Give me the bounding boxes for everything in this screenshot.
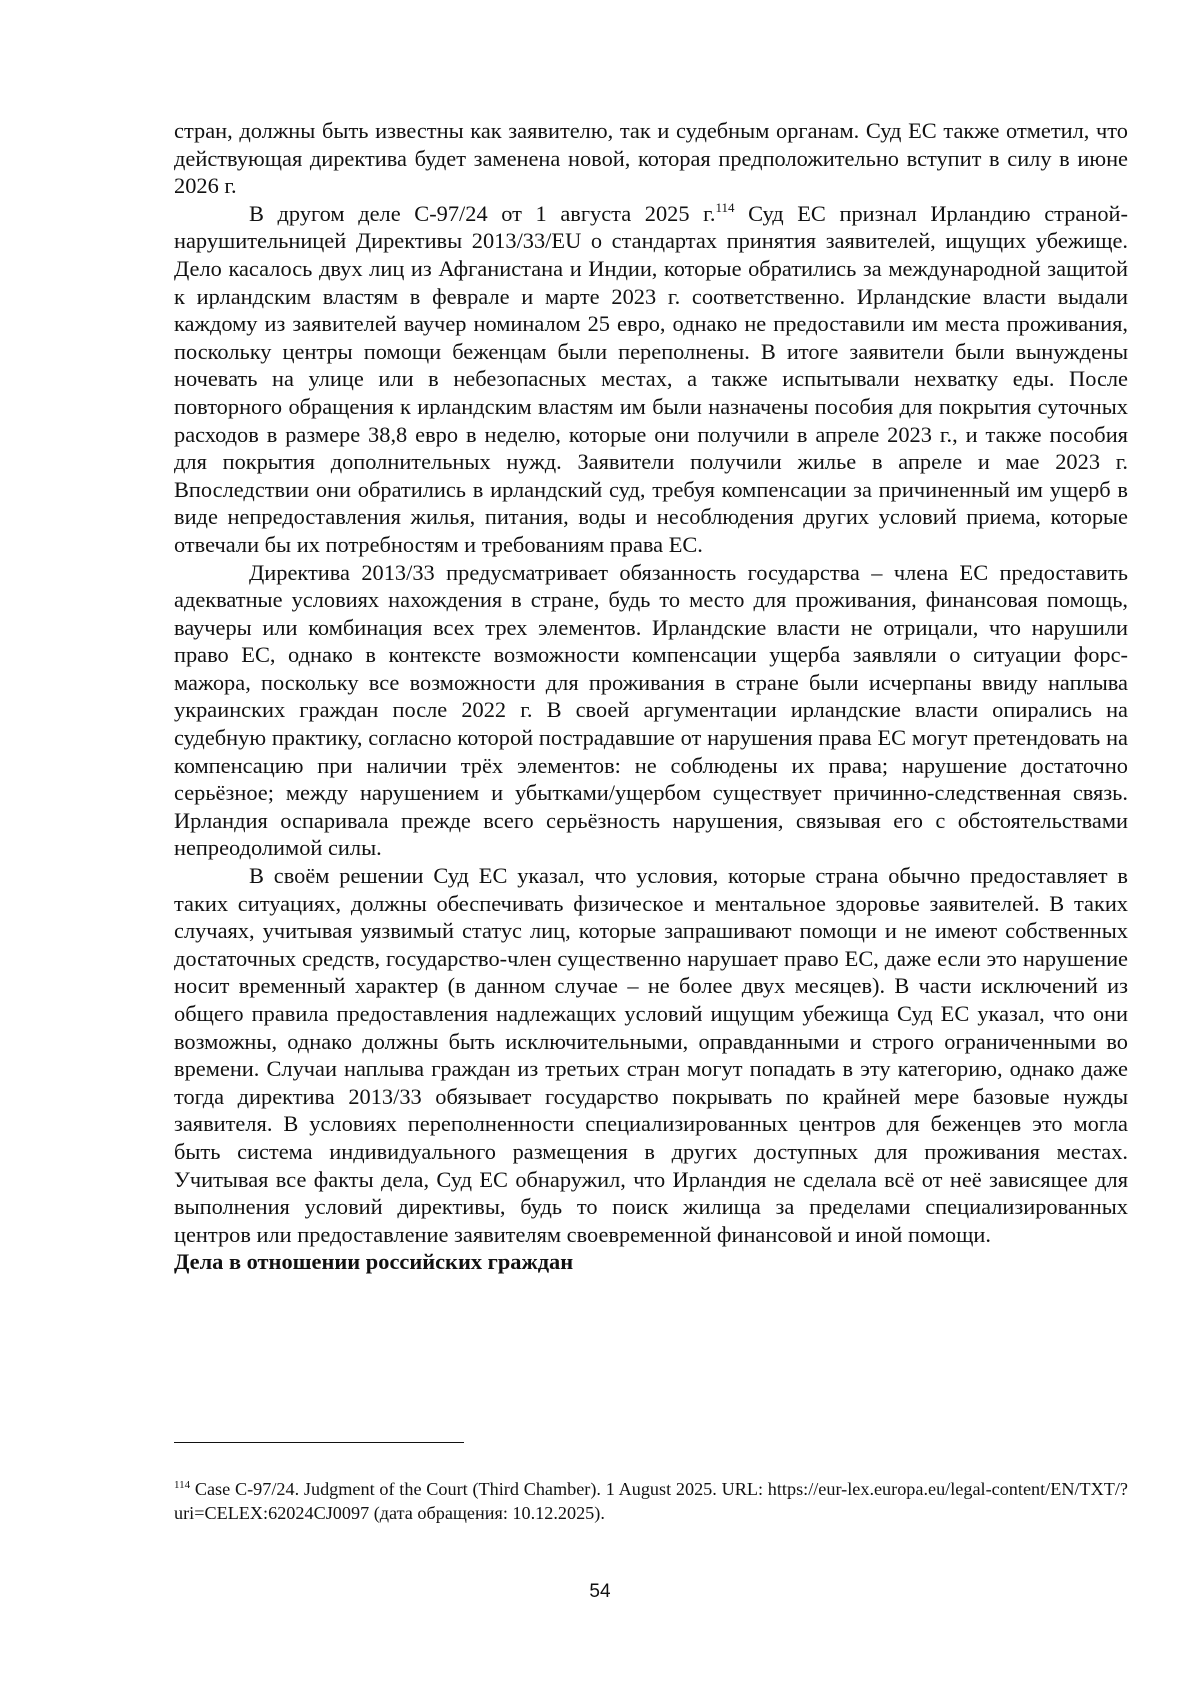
- footnote: [174, 1477, 1128, 1525]
- paragraph-case-lead: В другом деле C-97/24 от 1 августа 2025 г.: [249, 200, 716, 226]
- footnote-separator: [174, 1442, 464, 1443]
- footnote-number: 114: [174, 1479, 191, 1491]
- paragraph-directive: Директива 2013/33 предусматривает обязанность государства – члена ЕС предоставить адекватные условиях нахождения в стране, будь то место для проживания, финансовая помощь, ваучеры или комбинация всех трех элементов. Ирландские власти не отрицали, что нарушили право ЕС, однако в контексте возможности компенсации ущерба заявляли о ситуации форс-мажора, поскольку все возможности для проживания в стране были исчерпаны ввиду наплыва украинских граждан после 2022 г. В своей аргументации ирландские власти опирались на судебную практику, согласно которой пострадавшие от нарушения права ЕС могут претендовать на компенсацию при наличии трёх элементов: не соблюдены их права; нарушение достаточно серьёзное; между нарушением и убытками/ущербом существует причинно-следственная связь. Ирландия оспаривала прежде всего серьёзность нарушения, связывая его с обстоятельствами непреодолимой силы.: [174, 559, 1128, 861]
- main-text: [174, 117, 1128, 1276]
- paragraph-case-c97-24: [174, 200, 1128, 559]
- footnote-text: Case C-97/24. Judgment of the Court (Third Chamber). 1 August 2025. URL: https://eur-lex.europa.eu/legal-content/EN/TXT/?uri=CELEX:62024CJ0097 (дата обращения: 10.12.2025).: [174, 1479, 1128, 1523]
- paragraph-court-decision: В своём решении Суд ЕС указал, что условия, которые страна обычно предоставляет в таких ситуациях, должны обеспечивать физическое и ментальное здоровье заявителей. В таких случаях, учитывая уязвимый статус лиц, которые запрашивают помощи и не имеют собственных достаточных средств, государство-член существенно нарушает право ЕС, даже если это нарушение носит временный характер (в данном случае – не более двух месяцев). В части исключений из общего правила предоставления надлежащих условий ищущим убежища Суд ЕС указал, что они возможны, однако должны быть исключительными, оправданными и строго ограниченными во времени. Случаи наплыва граждан из третьих стран могут попадать в эту категорию, однако даже тогда директива 2013/33 обязывает государство покрывать по крайней мере базовые нужды заявителя. В условиях переполненности специализированных центров для беженцев это могла быть система индивидуального размещения в других доступных для проживания местах. Учитывая все факты дела, Суд ЕС обнаружил, что Ирландия не сделала всё от неё зависящее для выполнения условий директивы, будь то поиск жилища за пределами специализированных центров или предоставление заявителям своевременной финансовой и иной помощи.: [174, 863, 1128, 1247]
- page-number: 54: [589, 1581, 611, 1602]
- footnote-reference[interactable]: 114: [715, 199, 735, 215]
- paragraph-continuation: стран, должны быть известны как заявителю, так и судебным органам. Суд ЕС также отметил, что действующая директива будет заменена новой, которая предположительно вступит в силу в июне 2026 г.: [174, 118, 1128, 199]
- section-heading: Дела в отношении российских граждан: [174, 1249, 574, 1275]
- paragraph-case-body: Суд ЕС признал Ирландию страной-нарушительницей Директивы 2013/33/EU о стандартах принятия заявителей, ищущих убежище. Дело касалось двух лиц из Афганистана и Индии, которые обратились за международной защитой к ирландским властям в феврале и марте 2023 г. соответственно. Ирландские власти выдали каждому из заявителей ваучер номиналом 25 евро, однако не предоставили им места проживания, поскольку центры помощи беженцам были переполнены. В итоге заявители были вынуждены ночевать на улице или в небезопасных местах, а также испытывали нехватку еды. После повторного обращения к ирландским властям им были назначены пособия для покрытия суточных расходов в размере 38,8 евро в неделю, которые они получили в апреле 2023 г., и также пособия для покрытия дополнительных нужд. Заявители получили жилье в апреле и мае 2023 г. Впоследствии они обратились в ирландский суд, требуя компенсации за причиненный им ущерб в виде непредоставления жилья, питания, воды и несоблюдения других условий приема, которые отвечали бы их потребностям и требованиям права ЕС.: [174, 200, 1128, 557]
